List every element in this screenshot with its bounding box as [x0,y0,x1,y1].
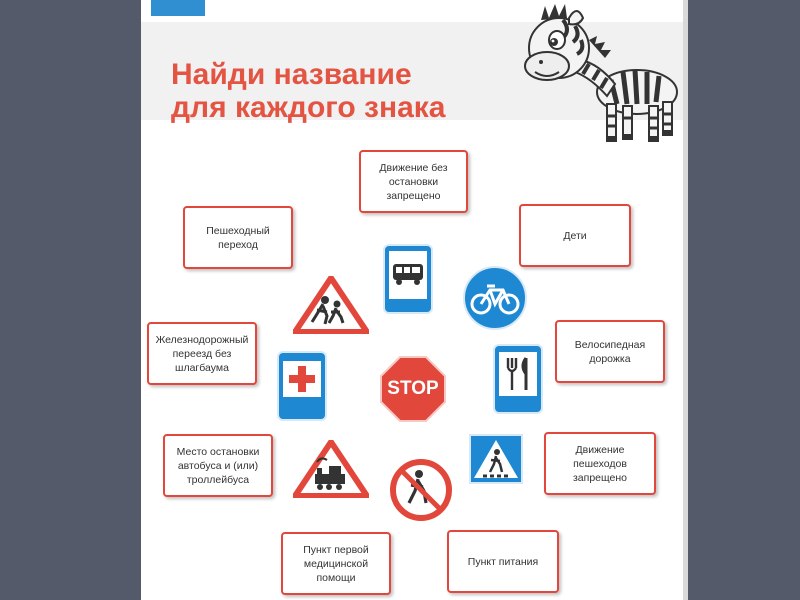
zebra-mascot-icon [511,0,687,148]
page-title [171,58,541,124]
no-pedestrians-sign-icon[interactable] [389,458,453,522]
title-line-2: для каждого знака [171,91,446,124]
food-point-sign-icon[interactable] [493,344,543,414]
label-first-aid[interactable]: Пункт первой медицинской помощи [281,532,391,595]
label-children[interactable]: Дети [519,204,631,267]
workbook-page [141,0,687,600]
first-aid-sign-icon[interactable] [277,351,327,421]
label-no-pedestrians[interactable]: Движение пешеходов запрещено [544,432,656,495]
bicycle-path-sign-icon[interactable] [463,266,527,330]
page-corner-tab [149,0,207,18]
label-food-point[interactable]: Пункт питания [447,530,559,593]
label-bus-stop[interactable]: Место остановки автобуса и (или) троллейбуса [163,434,273,497]
bus-stop-sign-icon[interactable] [383,244,433,314]
stop-sign-text: STOP [387,378,439,399]
stop-sign[interactable] [380,356,446,422]
railway-crossing-sign-icon[interactable] [293,440,369,498]
label-pedestrian-crossing[interactable]: Пешеходный переход [183,206,293,269]
pedestrian-crossing-sign-icon[interactable] [469,434,523,484]
page-edge [683,0,688,600]
children-warning-sign-icon[interactable] [293,276,369,334]
label-railway-crossing[interactable]: Железнодорожный переезд без шлагбаума [147,322,257,385]
label-no-stopping[interactable]: Движение без остановки запрещено [359,150,468,213]
title-line-1: Найди название [171,58,412,91]
label-bicycle-path[interactable]: Велосипедная дорожка [555,320,665,383]
